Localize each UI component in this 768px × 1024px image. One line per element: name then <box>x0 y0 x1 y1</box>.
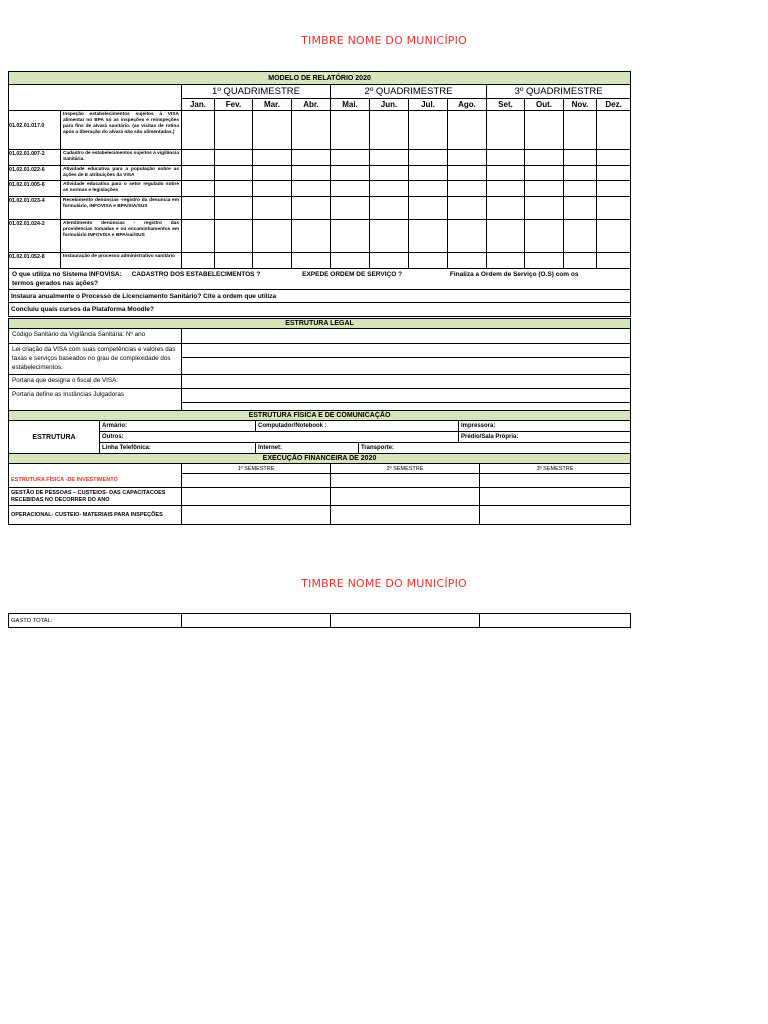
month-cell[interactable] <box>448 111 487 150</box>
finance-table <box>8 453 631 525</box>
finance-corner <box>9 464 182 474</box>
activity-description: Atividade educativa para o setor regulado sobre as normas e legislações <box>61 181 182 197</box>
month-abr: Abr. <box>292 99 331 111</box>
month-cell[interactable] <box>597 150 631 166</box>
month-cell[interactable] <box>487 111 525 150</box>
month-cell[interactable] <box>331 166 370 181</box>
month-cell[interactable] <box>215 197 253 220</box>
finance-cell[interactable] <box>182 506 331 525</box>
month-cell[interactable] <box>597 181 631 197</box>
month-cell[interactable] <box>292 220 331 253</box>
total-table <box>8 613 631 628</box>
month-cell[interactable] <box>215 253 253 269</box>
finance-cell[interactable] <box>182 488 331 506</box>
month-cell[interactable] <box>253 111 292 150</box>
telefone-field[interactable]: Linha Telefônica: <box>100 443 256 454</box>
month-cell[interactable] <box>564 197 597 220</box>
month-cell[interactable] <box>182 253 215 269</box>
infovisa-q1: O que utiliza no Sistema INFOVISA: <box>12 271 122 278</box>
month-cell[interactable] <box>292 166 331 181</box>
structure-label: ESTRUTURA <box>9 421 100 454</box>
month-out: Out. <box>525 99 564 111</box>
month-cell[interactable] <box>487 166 525 181</box>
blank-corner-2 <box>9 99 182 111</box>
month-cell[interactable] <box>487 181 525 197</box>
month-set: Set. <box>487 99 525 111</box>
finance-cell[interactable] <box>480 488 631 506</box>
legal-item-codigo: Código Sanitário da Vigilância Sanitária: Nº ano <box>9 329 182 344</box>
month-cell[interactable] <box>409 150 448 166</box>
armario-field[interactable]: Armário: <box>100 421 256 432</box>
quadrimester-2: 2º QUADRIMESTRE <box>331 85 487 99</box>
activity-code: 01.02.01.022-6 <box>9 166 61 181</box>
impressora-field[interactable]: Impressora: <box>459 421 631 432</box>
legal-answer-codigo[interactable] <box>182 329 631 344</box>
month-cell[interactable] <box>215 150 253 166</box>
month-cell[interactable] <box>292 253 331 269</box>
activity-row <box>9 197 631 220</box>
month-cell[interactable] <box>597 220 631 253</box>
semester-1: 1º SEMESTRE <box>182 464 331 474</box>
finance-title: EXECUÇÃO FINANCEIRA DE 2020 <box>9 454 631 464</box>
month-cell[interactable] <box>370 181 409 197</box>
month-fev: Fev. <box>215 99 253 111</box>
month-cell[interactable] <box>597 111 631 150</box>
legal-item-lei: Lei criação da VISA com suas competências e valores das taxas e serviços baseados no grau de complexidade dos estabelecimentos. <box>9 344 182 375</box>
activity-row <box>9 181 631 197</box>
month-cell[interactable] <box>215 111 253 150</box>
finance-cell[interactable] <box>480 474 631 488</box>
activity-description: Atendimento denúncias - registro das providencias tomadas e ou encaminhamentos em formulário INFOVISA e BPA/sai/SUS <box>61 220 182 253</box>
month-cell[interactable] <box>182 111 215 150</box>
month-cell[interactable] <box>331 197 370 220</box>
blank-corner <box>9 85 182 99</box>
legal-answer-portaria-fiscal[interactable] <box>182 375 631 389</box>
infovisa-q1b: EXPEDE ORDEM DE SERVIÇO ? <box>302 271 403 278</box>
legal-item-instancias: Portaria define as Instâncias Julgadoras <box>9 389 182 413</box>
legal-answer-lei[interactable] <box>182 344 631 375</box>
legal-answer-instancias[interactable] <box>182 389 631 413</box>
month-ago: Ago. <box>448 99 487 111</box>
month-cell[interactable] <box>331 253 370 269</box>
quadrimester-1: 1º QUADRIMESTRE <box>182 85 331 99</box>
month-cell[interactable] <box>597 253 631 269</box>
month-cell[interactable] <box>182 166 215 181</box>
finance-row-investimento: ESTRUTURA FÍSICA -DE INVESTIMENTO <box>9 474 182 488</box>
month-cell[interactable] <box>597 166 631 181</box>
finance-cell[interactable] <box>480 506 631 525</box>
month-jan: Jan. <box>182 99 215 111</box>
internet-field[interactable]: Internet: <box>256 443 359 454</box>
activity-description: Atividade educativa para a população sobre as ações de E atribuições da VISA <box>61 166 182 181</box>
month-cell[interactable] <box>409 197 448 220</box>
month-cell[interactable] <box>370 220 409 253</box>
month-cell[interactable] <box>182 181 215 197</box>
moodle-question: Concluiu quais cursos da Plataforma Moodle? <box>9 303 631 317</box>
transporte-field[interactable]: Transporte: <box>359 443 631 454</box>
month-cell[interactable] <box>487 220 525 253</box>
finance-cell[interactable] <box>331 488 480 506</box>
month-cell[interactable] <box>292 150 331 166</box>
month-cell[interactable] <box>564 150 597 166</box>
month-cell[interactable] <box>215 181 253 197</box>
activity-description: Cadastro de estabelecimentos sujeitos à vigilância Sanitária. <box>61 150 182 166</box>
month-cell[interactable] <box>448 166 487 181</box>
month-cell[interactable] <box>292 111 331 150</box>
predio-field[interactable]: Prédio/Sala Própria: <box>459 432 631 443</box>
activity-code: 01.02.01.005-6 <box>9 181 61 197</box>
month-mai: Mai. <box>331 99 370 111</box>
month-cell[interactable] <box>448 197 487 220</box>
month-cell[interactable] <box>448 150 487 166</box>
month-jun: Jun. <box>370 99 409 111</box>
computador-field[interactable]: Computador/Notebook : <box>256 421 459 432</box>
month-cell[interactable] <box>182 220 215 253</box>
month-cell[interactable] <box>525 197 564 220</box>
outros-field[interactable]: Outros: <box>100 432 459 443</box>
infovisa-q1d: termos gerados nas ações? <box>12 280 98 287</box>
activity-code: 01.02.01.017.0 <box>9 111 61 150</box>
report-table <box>8 71 631 317</box>
month-cell[interactable] <box>370 111 409 150</box>
activity-code: 01.02.01.052-8 <box>9 253 61 269</box>
month-cell[interactable] <box>564 111 597 150</box>
month-cell[interactable] <box>525 220 564 253</box>
finance-cell[interactable] <box>182 474 331 488</box>
month-cell[interactable] <box>525 253 564 269</box>
licenciamento-question: Instaura anualmente o Processo de Licenciamento Sanitário? Cite a ordem que utiliza <box>9 290 631 303</box>
month-cell[interactable] <box>253 150 292 166</box>
month-cell[interactable] <box>487 197 525 220</box>
month-cell[interactable] <box>409 181 448 197</box>
month-jul: Jul. <box>409 99 448 111</box>
total-cell[interactable] <box>182 614 331 628</box>
month-cell[interactable] <box>564 253 597 269</box>
physical-title: ESTRUTURA FÍSICA E DE COMUNICAÇÃO <box>9 411 631 421</box>
month-mar: Mar. <box>253 99 292 111</box>
legal-title: ESTRUTURA LEGAL <box>9 319 631 329</box>
month-cell[interactable] <box>215 220 253 253</box>
legal-table <box>8 318 631 413</box>
month-dez: Dez. <box>597 99 631 111</box>
total-cell[interactable] <box>480 614 631 628</box>
activity-row <box>9 220 631 253</box>
month-cell[interactable] <box>564 166 597 181</box>
total-cell[interactable] <box>331 614 480 628</box>
month-cell[interactable] <box>409 111 448 150</box>
finance-row-gestao: GESTÃO DE PESSOAS – CUSTEIOS- DAS CAPACITACOES RECEBIDAS NO DECORRER DO ANO <box>9 488 182 506</box>
month-cell[interactable] <box>331 150 370 166</box>
finance-cell[interactable] <box>331 506 480 525</box>
activity-description: Instauração de processo administrativo sanitário <box>61 253 182 269</box>
month-cell[interactable] <box>253 253 292 269</box>
month-cell[interactable] <box>487 253 525 269</box>
month-cell[interactable] <box>182 150 215 166</box>
quadrimester-3: 3º QUADRIMESTRE <box>487 85 631 99</box>
month-cell[interactable] <box>409 166 448 181</box>
month-cell[interactable] <box>448 181 487 197</box>
physical-table <box>8 410 631 454</box>
month-cell[interactable] <box>253 181 292 197</box>
infovisa-q1c: Finaliza a Ordem de Serviço (O.S) com os <box>449 271 579 278</box>
semester-3: 3º SEMESTRE <box>480 464 631 474</box>
month-cell[interactable] <box>487 150 525 166</box>
activity-row <box>9 111 631 150</box>
month-cell[interactable] <box>292 197 331 220</box>
total-label: GASTO TOTAL: <box>9 614 182 628</box>
month-cell[interactable] <box>409 220 448 253</box>
month-cell[interactable] <box>253 166 292 181</box>
month-cell[interactable] <box>253 197 292 220</box>
month-cell[interactable] <box>597 197 631 220</box>
infovisa-q1a: CADASTRO DOS ESTABELECIMENTOS ? <box>131 271 261 278</box>
month-cell[interactable] <box>331 220 370 253</box>
activity-description: Inspeção estabelecimentos sujeitos à VISA alimentar no BPA só as inspeções e reinspeções para fins de alvará sanitário. (as visitas de rotina após a liberação do alvará não são alimentadas.) <box>61 111 182 150</box>
month-cell[interactable] <box>331 181 370 197</box>
finance-row-operacional: OPERACIONAL- CUSTEIO- MATERIAIS PARA INSPEÇÕES <box>9 506 182 525</box>
infovisa-question <box>9 269 631 290</box>
activity-description: Recebimento denúncias -registro da denuncia em formulário, INFOVISA e BPA/SIA/SUS <box>61 197 182 220</box>
month-cell[interactable] <box>525 111 564 150</box>
month-cell[interactable] <box>370 166 409 181</box>
month-cell[interactable] <box>370 150 409 166</box>
month-cell[interactable] <box>370 197 409 220</box>
legal-item-portaria-fiscal: Portaria que designa o fiscal de VISA: <box>9 375 182 389</box>
activity-row <box>9 253 631 269</box>
page-header-title: TIMBRE NOME DO MUNICÍPIO <box>301 34 467 47</box>
activity-code: 01.02.01.024-2 <box>9 220 61 253</box>
activity-row <box>9 150 631 166</box>
activity-row <box>9 166 631 181</box>
semester-2: 2º SEMESTRE <box>331 464 480 474</box>
month-nov: Nov. <box>564 99 597 111</box>
month-cell[interactable] <box>370 253 409 269</box>
month-cell[interactable] <box>564 220 597 253</box>
month-cell[interactable] <box>182 197 215 220</box>
finance-cell[interactable] <box>331 474 480 488</box>
month-cell[interactable] <box>448 220 487 253</box>
month-cell[interactable] <box>292 181 331 197</box>
month-cell[interactable] <box>525 166 564 181</box>
month-cell[interactable] <box>525 181 564 197</box>
month-cell[interactable] <box>448 253 487 269</box>
month-cell[interactable] <box>331 111 370 150</box>
activity-code: 01.02.01.023-4 <box>9 197 61 220</box>
month-cell[interactable] <box>525 150 564 166</box>
report-title: MODELO DE RELATÓRIO 2020 <box>9 72 631 85</box>
month-cell[interactable] <box>564 181 597 197</box>
month-cell[interactable] <box>253 220 292 253</box>
activity-rows <box>9 111 631 269</box>
page2-header-title: TIMBRE NOME DO MUNICÍPIO <box>301 577 467 590</box>
month-cell[interactable] <box>215 166 253 181</box>
activity-code: 01.02.01.007-2 <box>9 150 61 166</box>
month-cell[interactable] <box>409 253 448 269</box>
